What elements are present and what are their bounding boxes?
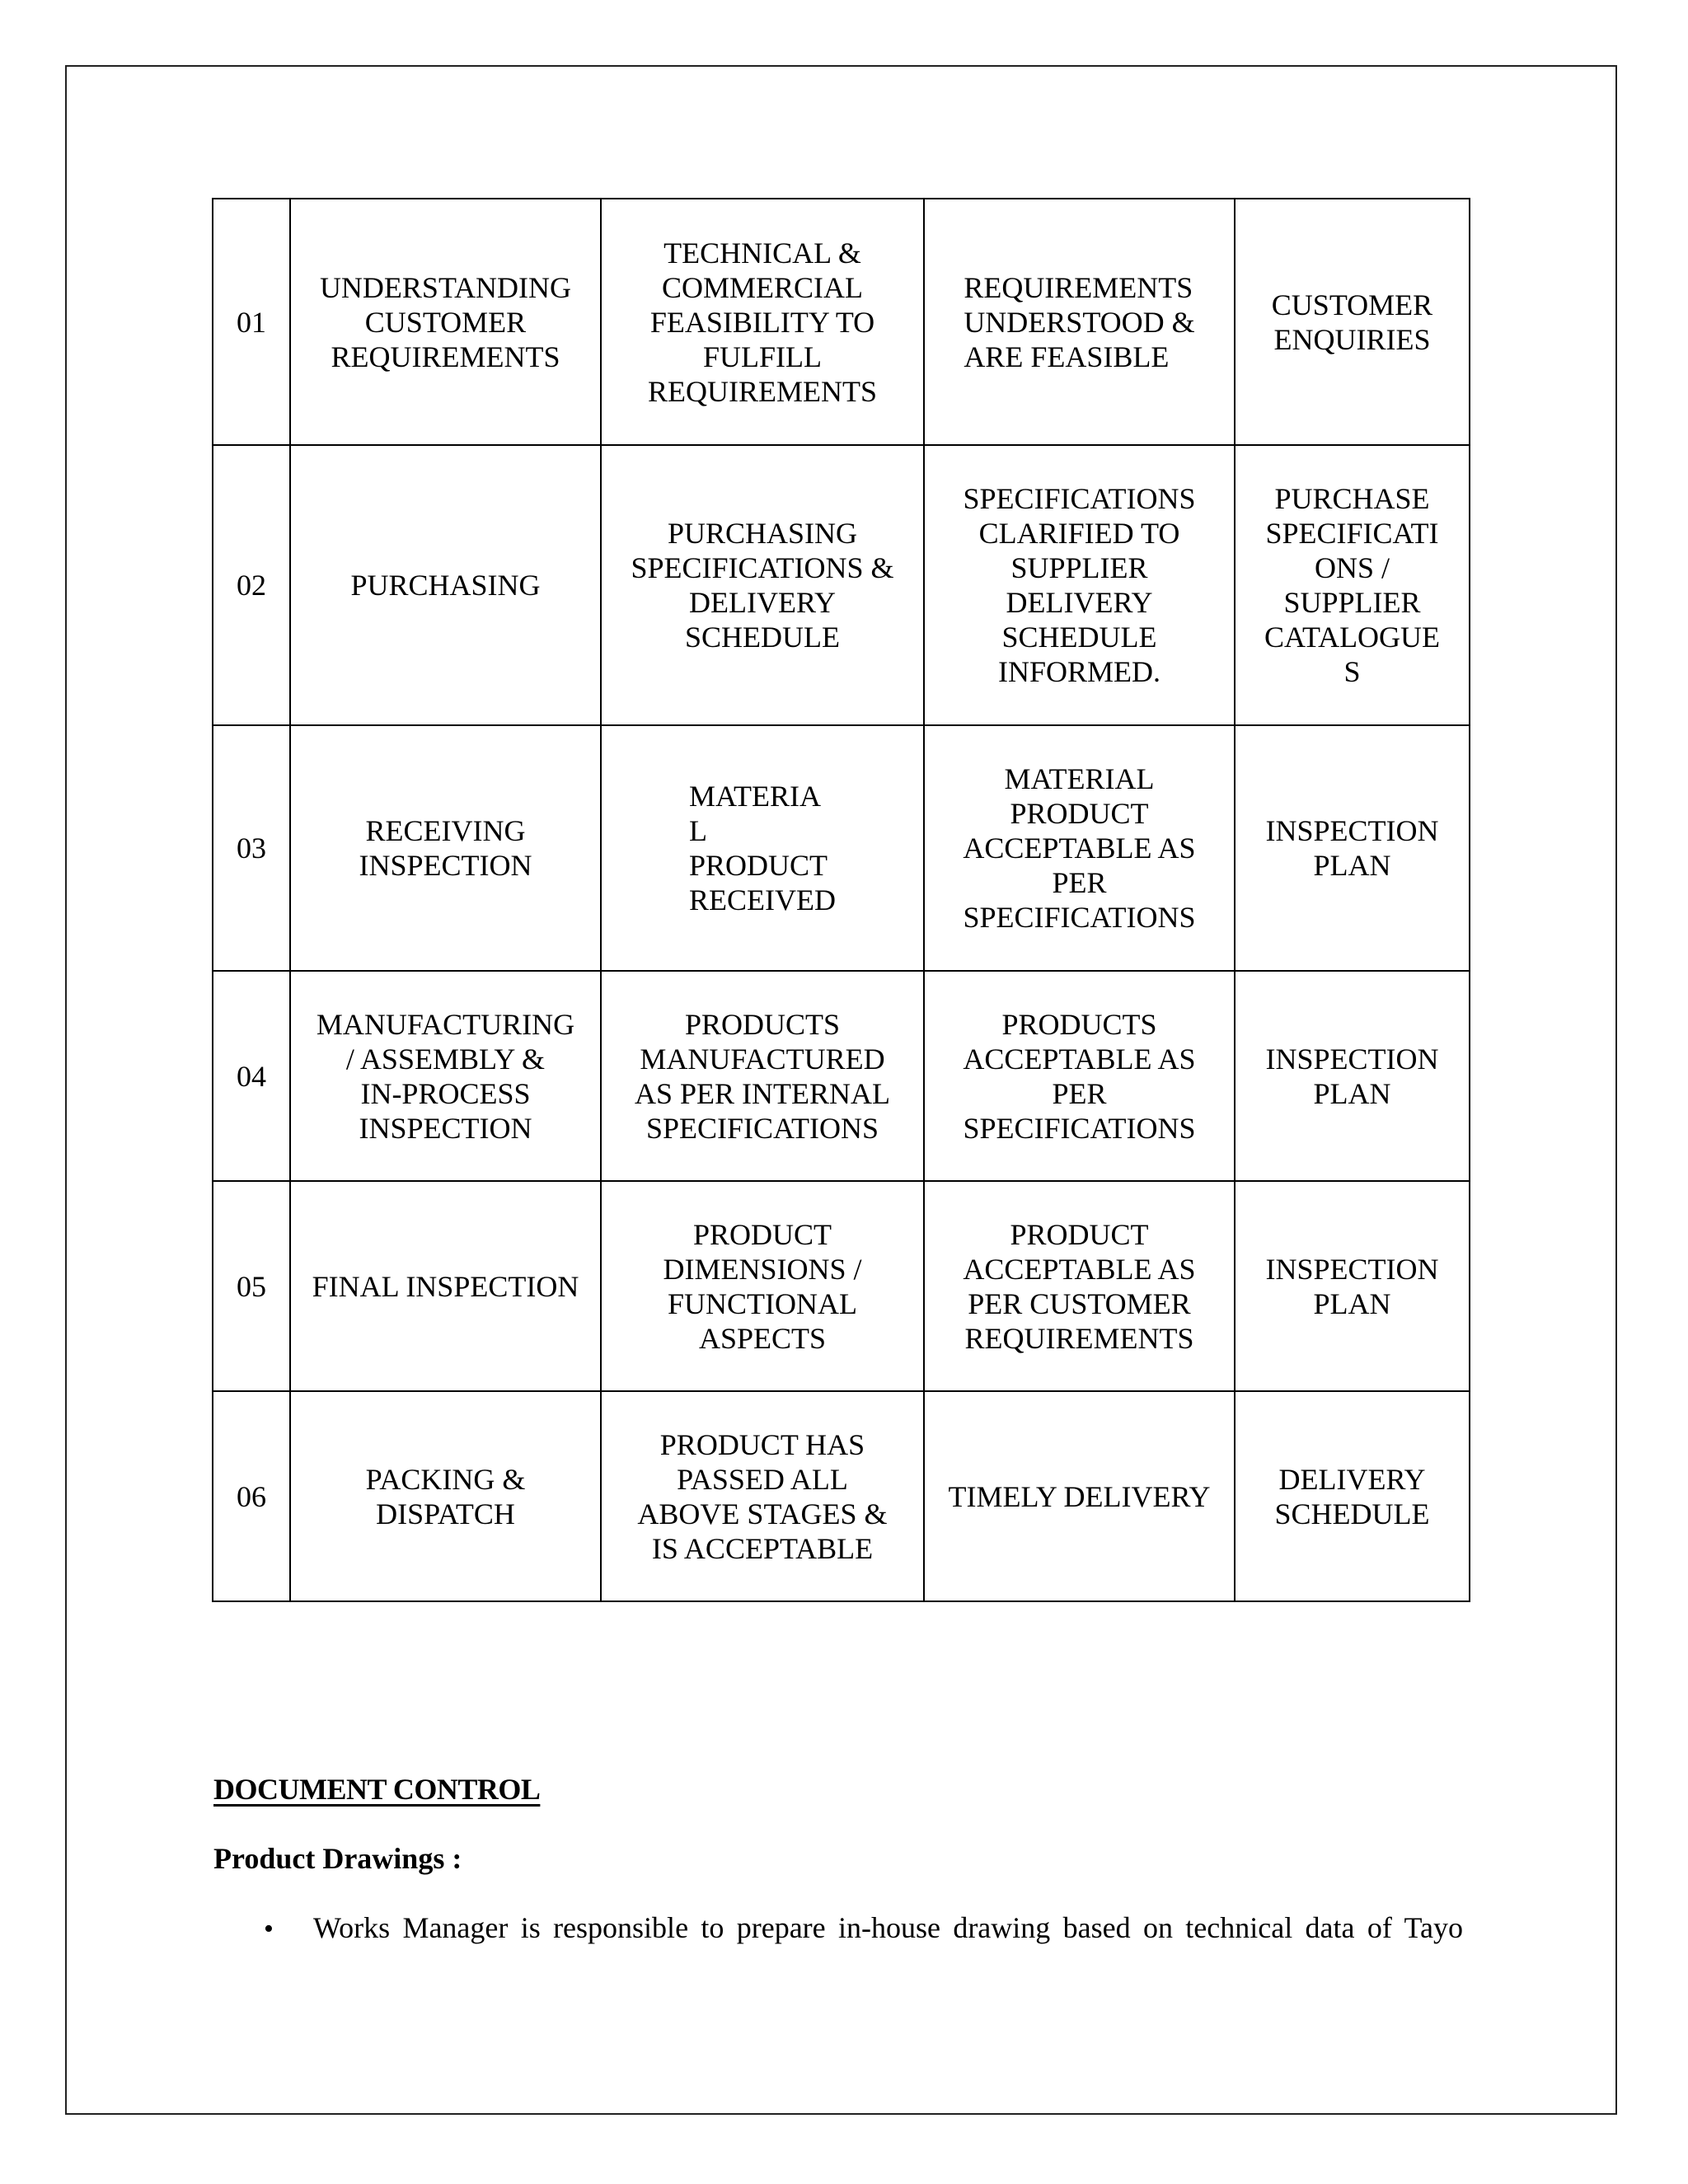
table-row xyxy=(213,971,1470,1181)
cell-number: 03 xyxy=(213,725,290,971)
table-row xyxy=(213,1391,1470,1601)
cell-reference: INSPECTION PLAN xyxy=(1235,971,1470,1181)
cell-reference: CUSTOMER ENQUIRIES xyxy=(1235,199,1470,445)
cell-reference: INSPECTION PLAN xyxy=(1235,1181,1470,1391)
table-row xyxy=(213,445,1470,725)
table-row xyxy=(213,199,1470,445)
cell-input: PURCHASING SPECIFICATIONS & DELIVERY SCHEDULE xyxy=(601,445,924,725)
cell-activity: FINAL INSPECTION xyxy=(290,1181,601,1391)
cell-input: PRODUCT DIMENSIONS / FUNCTIONAL ASPECTS xyxy=(601,1181,924,1391)
cell-input: MATERIA L PRODUCT RECEIVED xyxy=(601,725,924,971)
bullet-icon: • xyxy=(264,1914,274,1944)
cell-number: 01 xyxy=(213,199,290,445)
cell-output: PRODUCT ACCEPTABLE AS PER CUSTOMER REQUIREMENTS xyxy=(924,1181,1235,1391)
cell-number: 05 xyxy=(213,1181,290,1391)
cell-activity: PURCHASING xyxy=(290,445,601,725)
list-item xyxy=(264,1910,1463,1945)
cell-reference: INSPECTION PLAN xyxy=(1235,725,1470,971)
cell-reference: PURCHASE SPECIFICATI ONS / SUPPLIER CATALOGUE S xyxy=(1235,445,1470,725)
cell-activity: UNDERSTANDING CUSTOMER REQUIREMENTS xyxy=(290,199,601,445)
sub-heading: Product Drawings : xyxy=(213,1842,462,1875)
cell-output: REQUIREMENTS UNDERSTOOD & ARE FEASIBLE xyxy=(924,199,1235,445)
cell-output: SPECIFICATIONS CLARIFIED TO SUPPLIER DELIVERY SCHEDULE INFORMED. xyxy=(924,445,1235,725)
section-heading: DOCUMENT CONTROL xyxy=(213,1773,541,1806)
process-table xyxy=(212,198,1470,1602)
table-row xyxy=(213,725,1470,971)
cell-input: TECHNICAL & COMMERCIAL FEASIBILITY TO FULFILL REQUIREMENTS xyxy=(601,199,924,445)
table-row xyxy=(213,1181,1470,1391)
cell-output: PRODUCTS ACCEPTABLE AS PER SPECIFICATIONS xyxy=(924,971,1235,1181)
bullet-text: Works Manager is responsible to prepare in-house drawing based on technical data of Tayo xyxy=(313,1911,1463,1944)
cell-number: 04 xyxy=(213,971,290,1181)
cell-activity: MANUFACTURING / ASSEMBLY & IN-PROCESS INSPECTION xyxy=(290,971,601,1181)
cell-reference: DELIVERY SCHEDULE xyxy=(1235,1391,1470,1601)
cell-number: 02 xyxy=(213,445,290,725)
cell-output: TIMELY DELIVERY xyxy=(924,1391,1235,1601)
cell-input: PRODUCTS MANUFACTURED AS PER INTERNAL SPECIFICATIONS xyxy=(601,971,924,1181)
cell-number: 06 xyxy=(213,1391,290,1601)
cell-output: MATERIAL PRODUCT ACCEPTABLE AS PER SPECIFICATIONS xyxy=(924,725,1235,971)
cell-input: PRODUCT HAS PASSED ALL ABOVE STAGES & IS ACCEPTABLE xyxy=(601,1391,924,1601)
cell-activity: RECEIVING INSPECTION xyxy=(290,725,601,971)
cell-activity: PACKING & DISPATCH xyxy=(290,1391,601,1601)
